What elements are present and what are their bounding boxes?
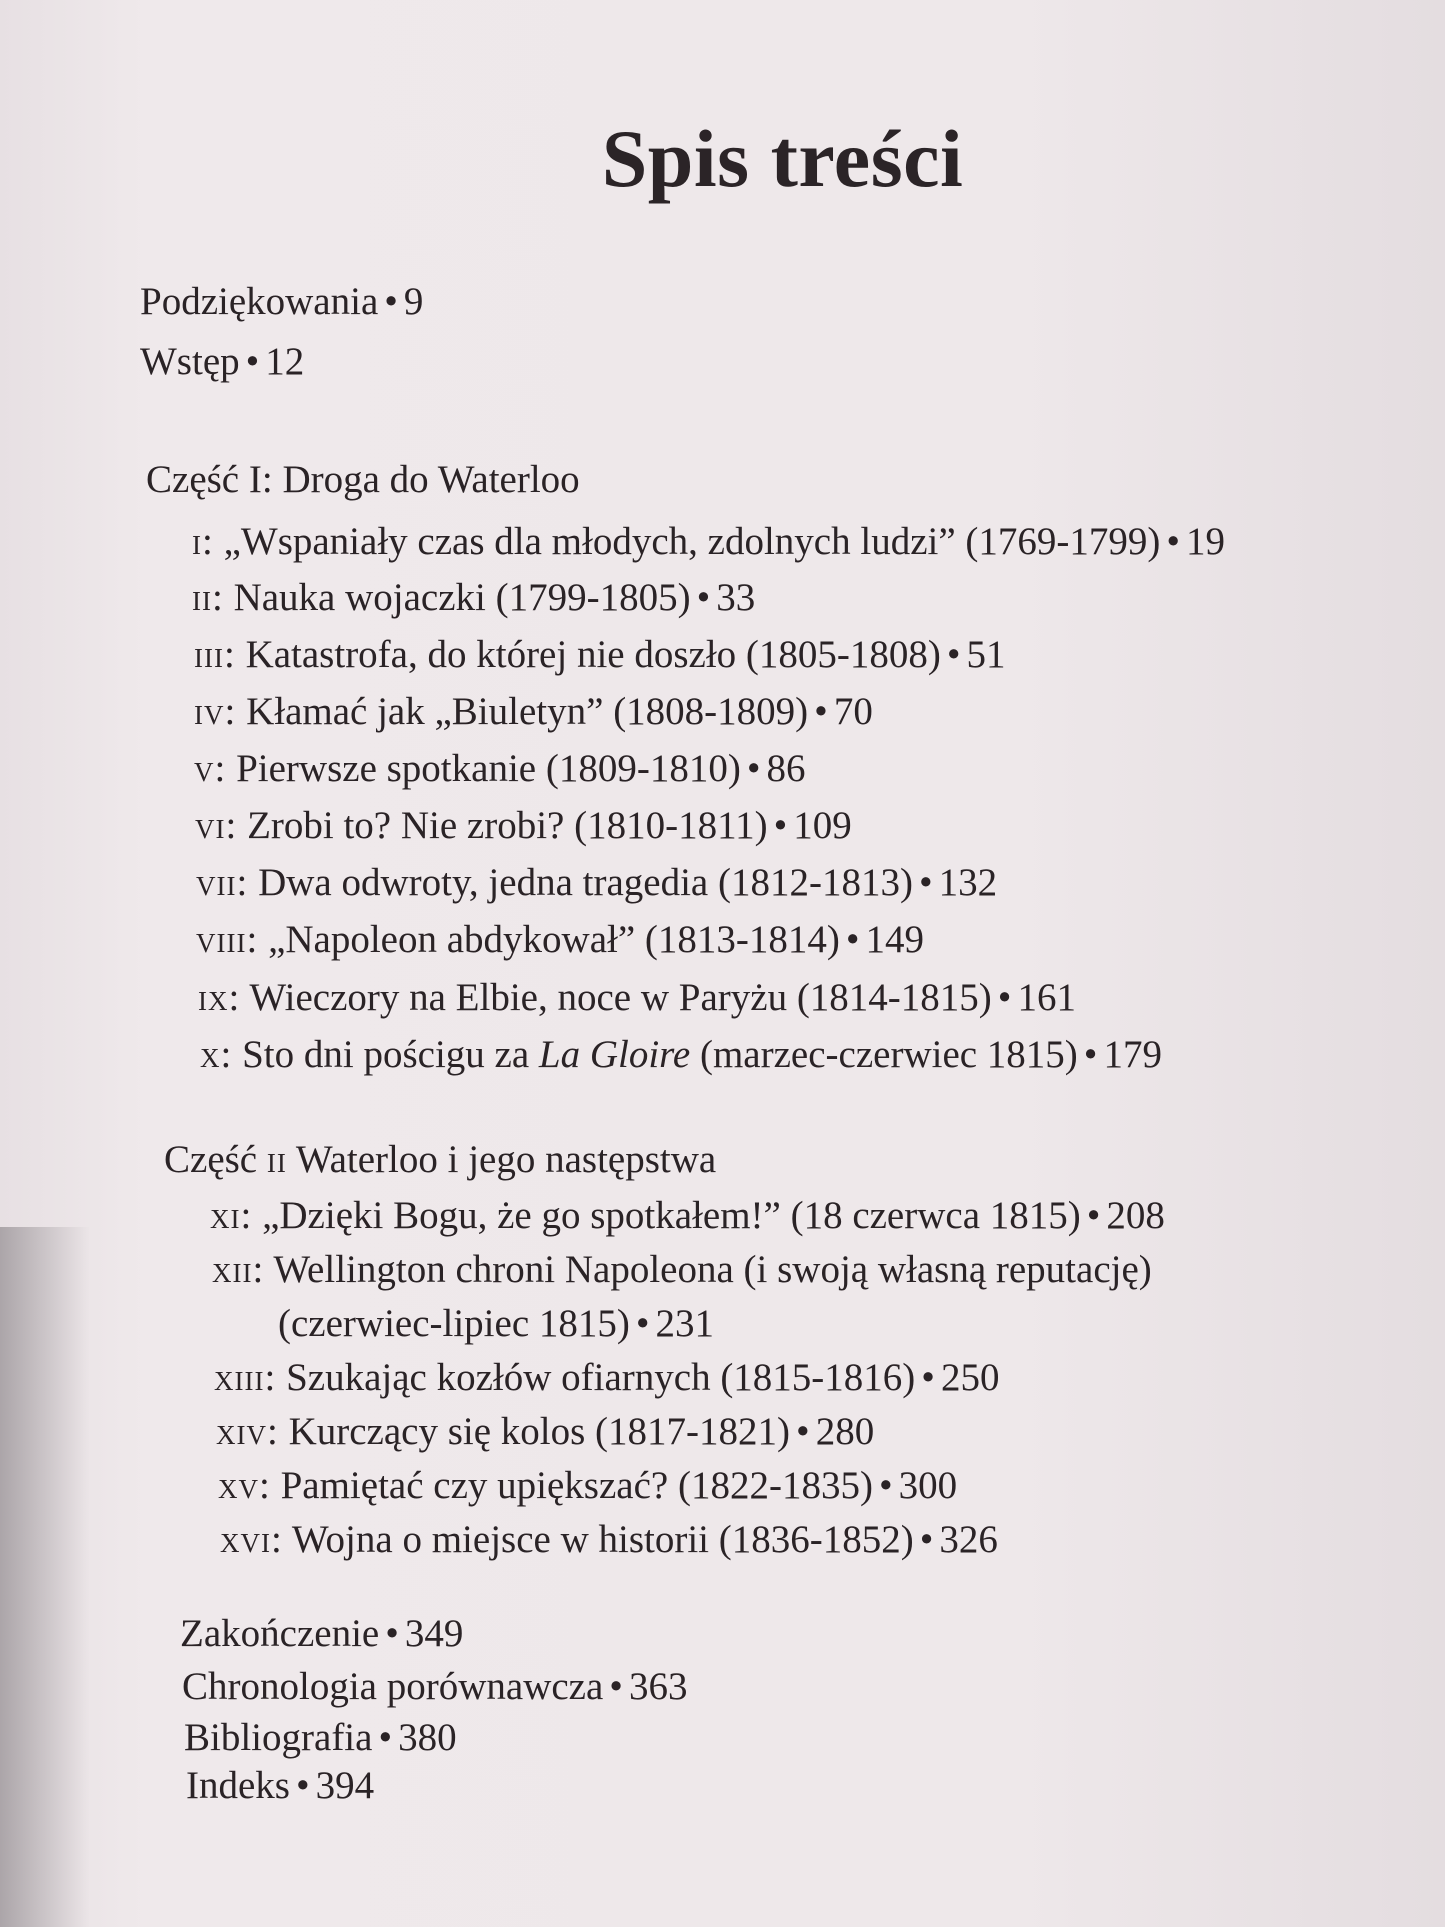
entry-label: Bibliografia <box>184 1716 373 1759</box>
bullet-separator: • <box>1083 1033 1098 1076</box>
bullet-separator: • <box>746 747 761 790</box>
bullet-separator: • <box>919 1518 934 1561</box>
toc-chapter-3[interactable] <box>194 635 1006 674</box>
entry-label: Podziękowania <box>140 280 379 323</box>
toc-chapter-6[interactable] <box>195 806 852 845</box>
chapter-title: „Wspaniały czas dla młodych, zdolnych ludzi” (1769-1799) <box>223 520 1161 563</box>
part-1-heading: Część I: Droga do Waterloo <box>146 458 580 501</box>
chapter-page: 161 <box>1017 976 1076 1019</box>
toc-chapter-10[interactable] <box>200 1035 1162 1074</box>
toc-chapter-12[interactable] <box>212 1250 1152 1289</box>
toc-chapter-15[interactable] <box>218 1466 957 1505</box>
toc-chapter-7[interactable] <box>196 863 997 902</box>
bullet-separator: • <box>384 280 398 323</box>
chapter-page: 132 <box>938 861 998 904</box>
bullet-separator: • <box>1086 1194 1101 1237</box>
part-2-heading <box>164 1140 716 1179</box>
toc-chapter-1[interactable] <box>192 522 1225 561</box>
bullet-separator: • <box>385 1612 399 1655</box>
toc-entry-acknowledgements[interactable] <box>140 282 423 321</box>
page-title: Spis treści <box>601 113 964 204</box>
entry-page: 349 <box>404 1612 464 1655</box>
chapter-number: v: <box>194 747 227 790</box>
chapter-number: x: <box>200 1033 233 1076</box>
chapter-title: Wellington chroni Napoleona (i swoją własną reputację) <box>273 1248 1152 1291</box>
chapter-number: viii: <box>196 918 259 961</box>
entry-label: Indeks <box>186 1764 290 1807</box>
chapter-title-part: (marzec-czerwiec 1815) <box>699 1033 1078 1076</box>
entry-page: 363 <box>628 1665 688 1708</box>
chapter-page: 208 <box>1106 1194 1165 1237</box>
chapter-number: ii: <box>192 576 224 619</box>
bullet-separator: • <box>918 861 933 904</box>
chapter-title: Nauka wojaczki (1799-1805) <box>233 576 691 619</box>
toc-chapter-5[interactable] <box>194 749 805 788</box>
chapter-title: Dwa odwroty, jedna tragedia (1812-1813) <box>258 861 913 904</box>
part-title: Waterloo i jego następstwa <box>295 1138 717 1181</box>
bullet-separator: • <box>878 1464 893 1507</box>
toc-chapter-12-continuation[interactable] <box>278 1304 714 1343</box>
toc-chapter-13[interactable] <box>214 1358 999 1397</box>
chapter-page: 33 <box>716 576 756 619</box>
entry-page: 394 <box>315 1764 375 1807</box>
chapter-number: ix: <box>198 976 241 1019</box>
chapter-title: Kłamać jak „Biuletyn” (1808-1809) <box>246 690 809 733</box>
chapter-title: Kurczący się kolos (1817-1821) <box>288 1410 791 1453</box>
chapter-title-italic: La Gloire <box>538 1033 691 1076</box>
bullet-separator: • <box>773 804 788 847</box>
bullet-separator: • <box>921 1356 935 1399</box>
chapter-number: xvi: <box>220 1518 283 1561</box>
toc-chapter-11[interactable] <box>210 1196 1165 1235</box>
bullet-separator: • <box>378 1716 393 1759</box>
chapter-title: Wieczory na Elbie, noce w Paryżu (1814-1815) <box>249 976 992 1019</box>
bullet-separator: • <box>245 340 260 383</box>
chapter-number: xiii: <box>214 1356 277 1399</box>
part-number: ii <box>266 1138 287 1181</box>
chapter-page: 19 <box>1186 520 1226 563</box>
toc-chapter-4[interactable] <box>194 692 873 731</box>
chapter-number: xiv: <box>216 1410 279 1453</box>
chapter-title: Wojna o miejsce w historii (1836-1852) <box>291 1518 914 1561</box>
entry-label: Zakończenie <box>180 1612 380 1655</box>
chapter-page: 70 <box>833 690 873 733</box>
toc-entry-conclusion[interactable] <box>180 1614 463 1653</box>
bullet-separator: • <box>295 1764 310 1807</box>
chapter-number: i: <box>192 520 214 563</box>
entry-page: 9 <box>403 280 424 323</box>
chapter-title: „Napoleon abdykował” (1813-1814) <box>268 918 840 961</box>
chapter-title: Pierwsze spotkanie (1809-1810) <box>236 747 741 790</box>
toc-chapter-9[interactable] <box>198 978 1076 1017</box>
chapter-number: iv: <box>194 690 237 733</box>
chapter-title: „Dzięki Bogu, że go spotkałem!” (18 czerwca 1815) <box>262 1194 1081 1237</box>
toc-entry-bibliography[interactable] <box>184 1718 457 1757</box>
chapter-page: 51 <box>966 633 1006 676</box>
chapter-number: xv: <box>218 1464 271 1507</box>
toc-chapter-2[interactable] <box>192 578 755 617</box>
chapter-page: 149 <box>865 918 925 961</box>
entry-label: Chronologia porównawcza <box>182 1665 604 1708</box>
chapter-title-part: Sto dni pościgu za <box>242 1033 530 1076</box>
bullet-separator: • <box>696 576 711 619</box>
bullet-separator: • <box>635 1302 650 1345</box>
chapter-number: xi: <box>210 1194 253 1237</box>
bullet-separator: • <box>997 976 1012 1019</box>
toc-chapter-16[interactable] <box>220 1520 998 1559</box>
entry-label: Wstęp <box>140 340 240 383</box>
chapter-page: 179 <box>1103 1033 1162 1076</box>
chapter-number: xii: <box>212 1248 265 1291</box>
bullet-separator: • <box>814 690 828 733</box>
toc-entry-index[interactable] <box>186 1766 374 1805</box>
chapter-title-continuation: (czerwiec-lipiec 1815) <box>278 1302 630 1345</box>
chapter-title: Szukając kozłów ofiarnych (1815-1816) <box>286 1356 916 1399</box>
chapter-number: vi: <box>195 804 238 847</box>
bullet-separator: • <box>946 633 961 676</box>
bullet-separator: • <box>796 1410 810 1453</box>
toc-chapter-14[interactable] <box>216 1412 874 1451</box>
entry-page: 12 <box>265 340 305 383</box>
bullet-separator: • <box>845 918 860 961</box>
bullet-separator: • <box>1166 520 1181 563</box>
chapter-number: vii: <box>196 861 249 904</box>
chapter-page: 280 <box>815 1410 875 1453</box>
chapter-title: Katastrofa, do której nie doszło (1805-1808) <box>245 633 941 676</box>
toc-entry-introduction[interactable] <box>140 342 304 381</box>
chapter-title: Pamiętać czy upiększać? (1822-1835) <box>280 1464 873 1507</box>
chapter-number: iii: <box>194 633 236 676</box>
toc-chapter-8[interactable] <box>196 920 924 959</box>
chapter-title: Zrobi to? Nie zrobi? (1810-1811) <box>247 804 768 847</box>
entry-page: 380 <box>398 1716 457 1759</box>
chapter-page: 300 <box>898 1464 958 1507</box>
chapter-page: 326 <box>939 1518 998 1561</box>
chapter-page: 86 <box>766 747 806 790</box>
chapter-page: 250 <box>940 1356 1000 1399</box>
toc-entry-chronology[interactable] <box>182 1667 687 1706</box>
chapter-page: 109 <box>793 804 852 847</box>
bullet-separator: • <box>609 1665 623 1708</box>
chapter-page: 231 <box>655 1302 715 1345</box>
part-label: Część <box>164 1138 258 1181</box>
